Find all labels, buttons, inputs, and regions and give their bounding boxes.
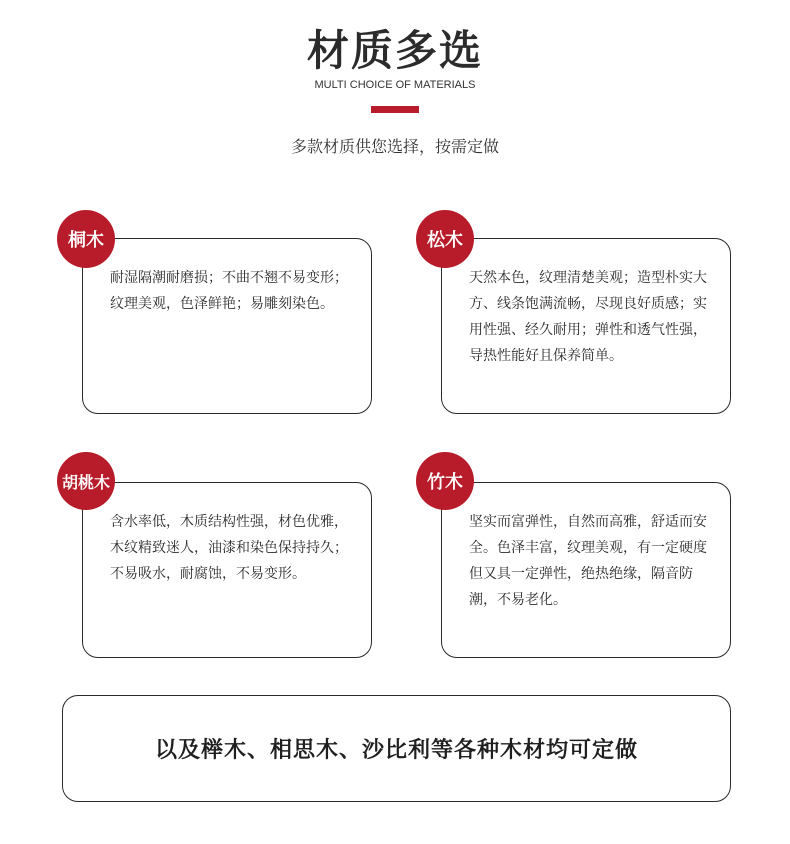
material-badge-songmu: 松木 — [416, 210, 474, 268]
material-card-hutaomu — [82, 482, 372, 658]
material-description: 坚实而富弹性，自然而高雅，舒适而安全。色泽丰富，纹理美观，有一定硬度但又具一定弹性，绝热绝缘，隔音防潮，不易老化。 — [469, 514, 707, 608]
material-badge-hutaomu: 胡桃木 — [57, 452, 115, 510]
accent-bar — [371, 106, 419, 113]
material-card-tongmu — [82, 238, 372, 414]
footer-text: 以及榉木、相思木、沙比利等各种木材均可定做 — [154, 738, 638, 763]
intro-text: 多款材质供您选择，按需定做 — [290, 137, 499, 156]
page-subtitle: MULTI CHOICE OF MATERIALS — [314, 79, 476, 91]
material-badge-tongmu: 桐木 — [57, 210, 115, 268]
material-card-zhumu — [441, 482, 731, 658]
page-title: 材质多选 — [306, 26, 483, 75]
material-card-songmu — [441, 238, 731, 414]
footer-banner — [62, 695, 731, 802]
material-description: 天然本色，纹理清楚美观；造型朴实大方、线条饱满流畅，尽现良好质感；实用性强、经久耐用；弹性和透气性强，导热性能好且保养简单。 — [469, 270, 707, 364]
material-description: 含水率低，木质结构性强，材色优雅，木纹精致迷人，油漆和染色保持持久；不易吸水，耐腐蚀，不易变形。 — [110, 514, 348, 582]
material-badge-zhumu: 竹木 — [416, 452, 474, 510]
material-description: 耐湿隔潮耐磨损；不曲不翘不易变形；纹理美观，色泽鲜艳；易雕刻染色。 — [110, 270, 348, 312]
